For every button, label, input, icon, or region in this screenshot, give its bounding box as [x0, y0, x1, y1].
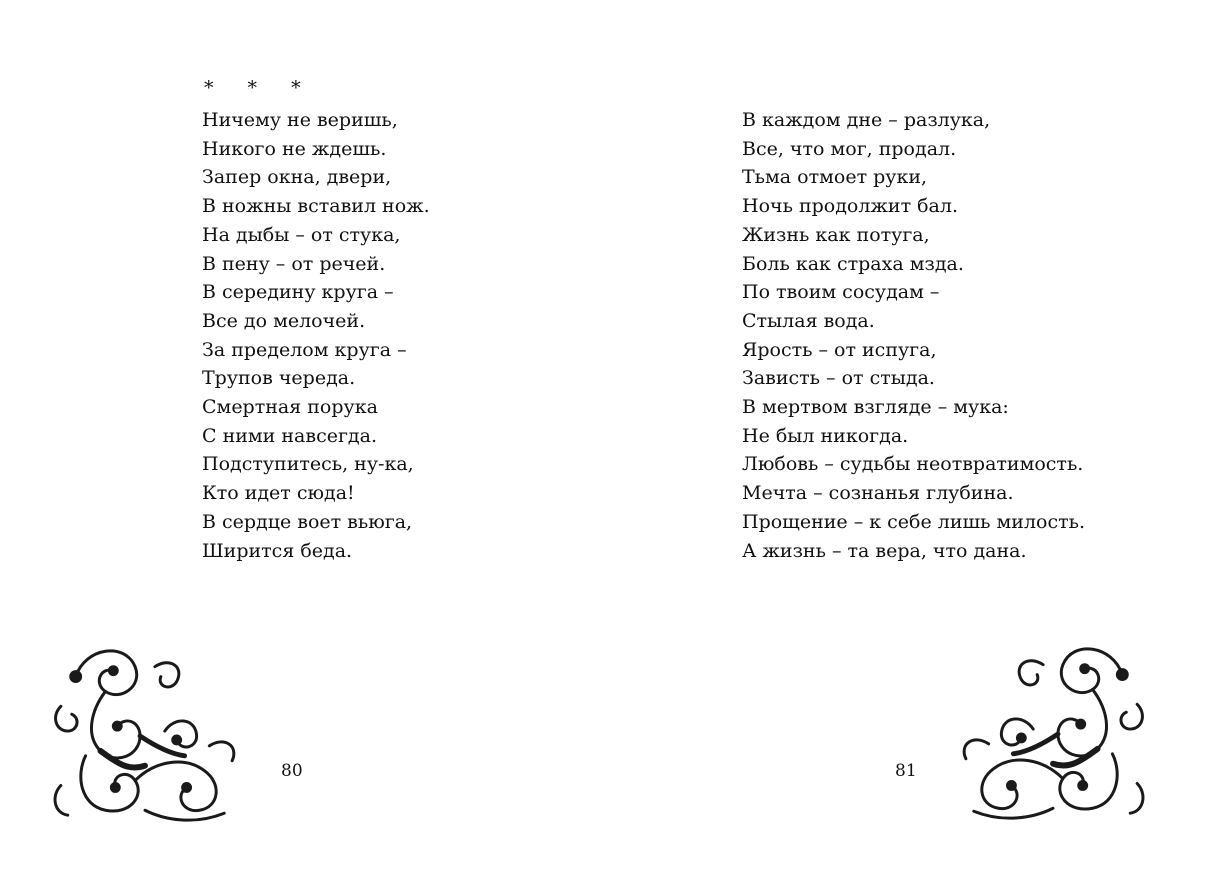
poem-line: Мечта – сознанья глубина. — [742, 482, 1014, 505]
poem-line: Никого не ждешь. — [202, 137, 387, 160]
poem-line: В мертвом взгляде – мука: — [742, 396, 1009, 419]
poem-line: В сердце воет вьюга, — [202, 510, 413, 533]
poem-line: Смертная порука — [202, 396, 378, 419]
right-page — [606, 0, 1212, 894]
poem-line: За пределом круга – — [202, 338, 407, 361]
poem-line: Любовь – судьбы неотвратимость. — [742, 453, 1084, 476]
poem-line: Подступитесь, ну-ка, — [202, 453, 414, 476]
poem-line: Стылая вода. — [742, 309, 875, 332]
poem-line: На дыбы – от стука, — [202, 223, 401, 246]
poem-line: Ширится беда. — [202, 539, 353, 562]
poem-line: Ночь продолжит бал. — [742, 195, 958, 218]
poem-line: Боль как страха мзда. — [742, 252, 964, 275]
poem-line: Тьма отмоет руки, — [742, 166, 928, 189]
poem-line: Зависть – от стыда. — [742, 367, 935, 390]
poem-line: В середину круга – — [202, 281, 394, 304]
poem-line: В ножны вставил нож. — [202, 195, 430, 218]
page-number: 81 — [895, 761, 917, 781]
floral-ornament-icon — [46, 636, 244, 836]
poem-line: Кто идет сюда! — [202, 482, 355, 505]
poem-line: Трупов череда. — [202, 367, 356, 390]
poem-line: По твоим сосудам – — [742, 281, 940, 304]
poem-line: Жизнь как потуга, — [742, 223, 930, 246]
poem-line: Запер окна, двери, — [202, 166, 392, 189]
poem-line: Все, что мог, продал. — [742, 137, 957, 160]
poem-line: А жизнь – та вера, что дана. — [742, 539, 1027, 562]
left-page — [0, 0, 606, 894]
page-number: 80 — [281, 761, 303, 781]
poem-left — [202, 106, 430, 565]
poem-line: В пену – от речей. — [202, 252, 386, 275]
poem-line: Прощение – к себе лишь милость. — [742, 510, 1086, 533]
poem-line: Не был никогда. — [742, 424, 909, 447]
poem-line: Все до мелочей. — [202, 309, 366, 332]
poem-right — [742, 106, 1085, 565]
poem-line: Ярость – от испуга, — [742, 338, 937, 361]
poem-line: С ними навсегда. — [202, 424, 377, 447]
poem-line: Ничему не веришь, — [202, 109, 398, 131]
poem-line: В каждом дне – разлука, — [742, 109, 991, 131]
floral-ornament-icon — [954, 634, 1152, 834]
section-marker: * * * — [204, 77, 315, 99]
